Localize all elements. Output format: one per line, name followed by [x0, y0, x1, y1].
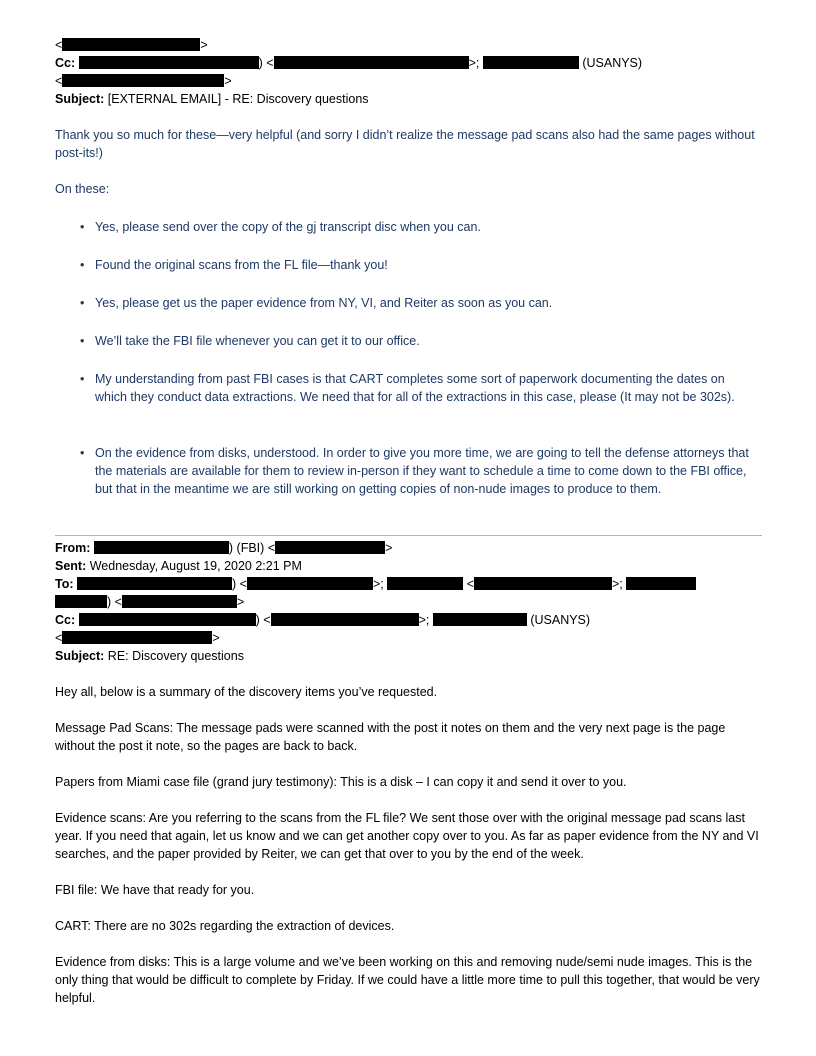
redaction-bar — [62, 74, 224, 87]
reply-bullet-item: Found the original scans from the FL file—thank you! — [95, 258, 388, 272]
angle-bracket: < — [55, 38, 63, 52]
reply-on-these: On these: — [55, 182, 110, 196]
bullet-glyph: • — [80, 372, 85, 386]
redaction-bar — [274, 56, 469, 69]
subject-label: Subject: — [55, 649, 105, 663]
to-separator: < — [466, 577, 474, 591]
cc-label: Cc: — [55, 56, 76, 70]
subject-line — [55, 90, 369, 108]
cc-label: Cc: — [55, 613, 76, 627]
body-paragraph: Evidence from disks: This is a large volume and we’ve been working on this and removing nude/semi nude images. This is the only thing that would be difficult to complete by Friday. If we could have a little more time to pull this together, that would be very helpful. — [55, 955, 760, 1005]
angle-bracket: > — [236, 595, 245, 609]
body-paragraph: Hey all, below is a summary of the discovery items you’ve requested. — [55, 685, 438, 699]
reply-intro: Thank you so much for these—very helpful (and sorry I didn’t realize the message pad scans also had the same pages without post-its!) — [55, 128, 755, 160]
redaction-bar — [474, 577, 612, 590]
body-paragraph: Papers from Miami case file (grand jury testimony): This is a disk – I can copy it and send it over to you. — [55, 775, 627, 789]
body-paragraph: FBI file: We have that ready for you. — [55, 883, 255, 897]
redaction-bar — [433, 613, 527, 626]
recipient-line — [55, 36, 208, 54]
to-separator: >; — [612, 577, 623, 591]
sent-line — [55, 557, 302, 575]
from-label: From: — [55, 541, 91, 555]
bullet-glyph: • — [80, 258, 85, 272]
angle-bracket: > — [385, 541, 393, 555]
reply-bullet-item: We’ll take the FBI file whenever you can get it to our office. — [95, 334, 420, 348]
redaction-bar — [483, 56, 579, 69]
cc-continuation-line — [55, 629, 220, 647]
to-separator: ) < — [107, 595, 122, 609]
body-paragraph: Evidence scans: Are you referring to the scans from the FL file? We sent those over with the original message pad scans last year. If you need that again, let us know and we can get another copy over to you. As far as paper evidence from the NY and VI searches, and the paper provided by Reiter, we can get that over to you by the end of the week. — [55, 811, 759, 861]
to-line — [55, 575, 696, 593]
redaction-bar — [62, 631, 212, 644]
cc-office: (USANYS) — [530, 613, 591, 627]
angle-bracket: > — [224, 74, 232, 88]
angle-bracket: < — [55, 74, 63, 88]
subject-text: [EXTERNAL EMAIL] - RE: Discovery questions — [104, 92, 369, 106]
cc-separator: >; — [468, 56, 480, 70]
cc-separator: >; — [418, 613, 430, 627]
redaction-bar — [79, 56, 259, 69]
subject-label: Subject: — [55, 92, 105, 106]
redaction-bar — [271, 613, 419, 626]
angle-bracket: < — [55, 631, 63, 645]
sent-label: Sent: — [55, 559, 87, 573]
to-continuation-line — [55, 593, 244, 611]
cc-line — [55, 611, 590, 629]
to-label: To: — [55, 577, 74, 591]
redaction-bar — [387, 577, 463, 590]
redaction-bar — [77, 577, 232, 590]
redaction-bar — [122, 595, 237, 608]
bullet-glyph: • — [80, 446, 85, 460]
bullet-glyph: • — [80, 334, 85, 348]
to-separator: >; — [372, 577, 384, 591]
cc-continuation-line — [55, 72, 232, 90]
redaction-bar — [79, 613, 256, 626]
bullet-glyph: • — [80, 220, 85, 234]
redaction-bar — [62, 38, 200, 51]
redaction-bar — [55, 595, 107, 608]
reply-bullet-item: Yes, please get us the paper evidence from NY, VI, and Reiter as soon as you can. — [95, 296, 553, 310]
reply-bullet-item: My understanding from past FBI cases is that CART completes some sort of paperwork documenting the dates on which they conduct data extractions. We need that for all of the extractions in this case, please (It may not be 302s). — [95, 372, 735, 404]
bullet-glyph: • — [80, 296, 85, 310]
message-divider — [55, 535, 762, 536]
angle-bracket: > — [200, 38, 208, 52]
body-paragraph: CART: There are no 302s regarding the extraction of devices. — [55, 919, 395, 933]
from-agency: ) (FBI) < — [228, 541, 276, 555]
to-separator: ) < — [232, 577, 247, 591]
subject-text: RE: Discovery questions — [104, 649, 244, 663]
from-line — [55, 539, 392, 557]
cc-separator: ) < — [258, 56, 274, 70]
reply-bullet-item: On the evidence from disks, understood. In order to give you more time, we are going to tell the defense attorneys that the materials are available for them to review in-person if they want to schedule a time to come down to the FBI office, but that in the meantime we are still working on getting copies of non-nude images to produce to them. — [95, 446, 749, 496]
sent-date: Wednesday, August 19, 2020 2:21 PM — [86, 559, 302, 573]
cc-office: (USANYS) — [582, 56, 643, 70]
redaction-bar — [626, 577, 696, 590]
body-paragraph: Message Pad Scans: The message pads were scanned with the post it notes on them and the very next page is the page without the post it note, so the pages are back to back. — [55, 721, 726, 753]
redaction-bar — [275, 541, 385, 554]
cc-separator: ) < — [255, 613, 271, 627]
redaction-bar — [247, 577, 373, 590]
angle-bracket: > — [212, 631, 220, 645]
cc-line — [55, 54, 642, 72]
subject-line — [55, 647, 244, 665]
redaction-bar — [94, 541, 229, 554]
reply-bullet-item: Yes, please send over the copy of the gj transcript disc when you can. — [95, 220, 481, 234]
